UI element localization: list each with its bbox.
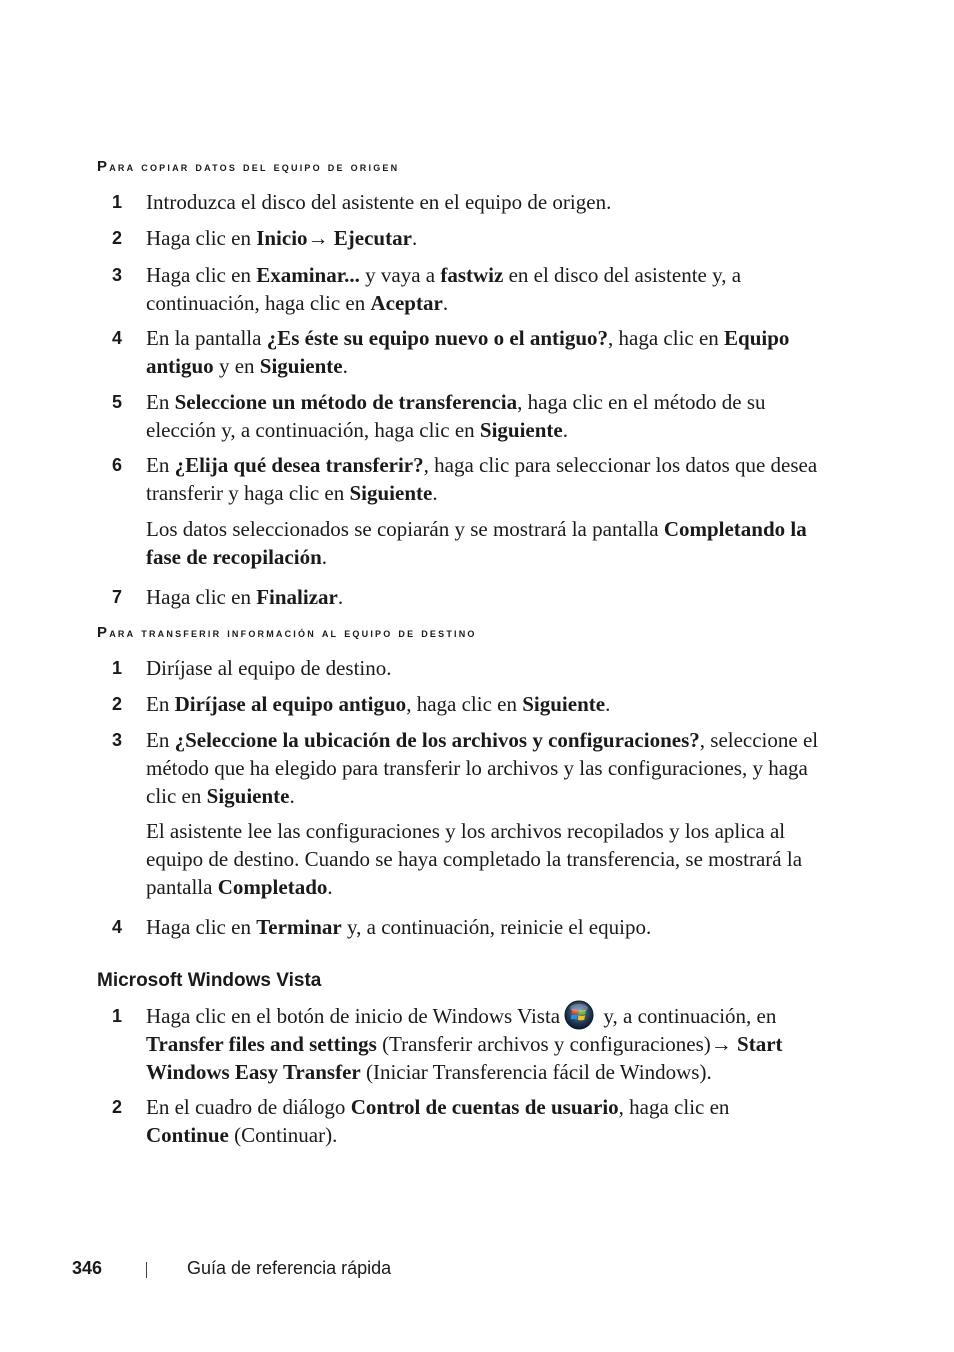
text-run: Diríjase al equipo de destino.	[146, 656, 392, 680]
text-run: en el disco del asistente y, a continuación, haga clic en	[146, 263, 742, 315]
step-number: 1	[112, 192, 123, 212]
text-run: Haga clic en	[146, 226, 257, 250]
bold-text: ¿Elija qué desea transferir?	[174, 453, 424, 477]
step-text	[146, 913, 826, 941]
bold-text: Equipo antiguo	[146, 326, 790, 378]
section-heading-windows-vista: Microsoft Windows Vista	[97, 970, 322, 991]
text-run: .	[432, 481, 438, 505]
s2-step-3-note	[146, 817, 826, 901]
text-run: y en	[213, 354, 260, 378]
bold-text: Completado	[217, 875, 328, 899]
step-number: 7	[112, 587, 123, 607]
step-number: 6	[112, 455, 123, 475]
text-run: y, a continuación, en	[598, 1004, 777, 1028]
text-run: En	[146, 453, 175, 477]
bold-text: Siguiente	[479, 418, 563, 442]
bold-text: ¿Es éste su equipo nuevo o el antiguo?	[266, 326, 609, 350]
bold-text: Siguiente	[206, 784, 290, 808]
text-run: En	[146, 692, 175, 716]
text-run: Haga clic en	[146, 915, 257, 939]
step-number: 2	[112, 694, 123, 714]
step-text	[146, 188, 826, 216]
text-run: (Iniciar Transferencia fácil de Windows).	[360, 1060, 712, 1085]
text-run: .	[342, 354, 348, 378]
text-run: , haga clic para seleccionar los datos que desea transferir y haga clic en	[146, 453, 818, 505]
text-run: (Continuar).	[228, 1123, 338, 1147]
step-text	[146, 261, 766, 317]
text-run: , seleccione el método que ha elegido para transferir lo archivos y las configuraciones, y haga clic en	[146, 728, 819, 808]
step-number: 3	[112, 730, 123, 750]
text-run: En la pantalla	[146, 326, 267, 350]
step-text	[146, 1093, 776, 1149]
bold-text: Control de cuentas de usuario	[350, 1095, 619, 1119]
text-run: .	[562, 418, 568, 442]
step-number: 1	[112, 658, 123, 678]
page-number: 346	[72, 1258, 103, 1278]
step-text	[146, 1002, 826, 1086]
step-number: 3	[112, 265, 123, 285]
step-text	[146, 690, 826, 718]
text-run: y, a continuación, reinicie el equipo.	[341, 915, 652, 939]
bold-text: Aceptar	[370, 291, 443, 315]
text-run: Introduzca el disco del asistente en el equipo de origen.	[146, 190, 612, 214]
text-run: .	[321, 545, 328, 569]
section-heading-transfer-destination	[97, 624, 477, 641]
bold-text: Finalizar	[256, 585, 338, 609]
text-run: Los datos seleccionados se copiarán y se mostrará la pantalla	[146, 517, 664, 541]
bold-text: Siguiente	[522, 692, 606, 716]
step-number: 2	[112, 1097, 123, 1117]
section-heading-copy-source	[97, 158, 399, 175]
bold-text: Continue	[146, 1123, 229, 1147]
text-run: .	[411, 226, 418, 250]
footer-divider	[146, 1262, 147, 1278]
text-run: .	[605, 692, 611, 716]
bold-text: Examinar...	[256, 263, 360, 287]
text-run: .	[289, 784, 295, 808]
text-run: En	[146, 728, 175, 752]
footer-title: Guía de referencia rápida	[187, 1258, 392, 1278]
bold-text: Seleccione un método de transferencia	[174, 390, 518, 414]
bold-text: Start Windows Easy Transfer	[146, 1032, 783, 1085]
step-text	[146, 583, 826, 611]
step-number: 4	[112, 917, 123, 937]
heading-initial: P	[97, 158, 110, 175]
bold-text: Siguiente	[259, 354, 343, 378]
bold-text: Transfer files and settings	[146, 1032, 377, 1057]
bold-text: Siguiente	[349, 481, 433, 505]
bold-text: Inicio→ Ejecutar	[256, 226, 412, 250]
heading-rest: ara copiar datos del equipo de origen	[109, 159, 400, 174]
heading-rest: ara transferir información al equipo de destino	[109, 625, 477, 640]
heading-initial: P	[97, 624, 110, 641]
text-run: , haga clic en	[608, 326, 725, 350]
text-run: y vaya a	[359, 263, 441, 287]
bold-text: Diríjase al equipo antiguo	[174, 692, 407, 716]
step-text	[146, 451, 826, 507]
step-text	[146, 654, 826, 682]
text-run: Haga clic en	[146, 585, 257, 609]
bold-text: ¿Seleccione la ubicación de los archivos y configuraciones?	[174, 728, 700, 752]
step-number: 1	[112, 1006, 123, 1026]
step-number: 2	[112, 228, 123, 248]
step-text-before-icon: Haga clic en el botón de inicio de Windows Vista	[146, 1004, 561, 1028]
step-number: 5	[112, 392, 123, 412]
text-run: En el cuadro de diálogo	[146, 1095, 351, 1119]
text-run: .	[442, 291, 449, 315]
bold-text: Terminar	[256, 915, 342, 939]
windows-start-orb-icon	[564, 1000, 594, 1030]
text-run: , haga clic en	[618, 1095, 730, 1119]
step-text	[146, 388, 826, 444]
text-run: .	[327, 875, 333, 899]
bold-text: fastwiz	[440, 263, 504, 287]
step-text	[146, 726, 826, 810]
text-run: En	[146, 390, 175, 414]
text-run: Haga clic en	[146, 263, 257, 287]
step-text	[146, 224, 826, 252]
text-run: , haga clic en	[406, 692, 523, 716]
s1-step-6-note	[146, 515, 826, 571]
text-run: El asistente lee las configuraciones y los archivos recopilados y los aplica al equipo de destino. Cuando se haya completado la transferencia, se mostrará la pantalla	[146, 819, 803, 899]
step-number: 4	[112, 328, 123, 348]
text-run: (Transferir archivos y configuraciones)→	[376, 1032, 738, 1057]
text-run: , haga clic en el método de su elección y, a continuación, haga clic en	[146, 390, 766, 442]
step-text	[146, 324, 826, 380]
bold-text: Completando la fase de recopilación	[146, 517, 807, 569]
text-run: .	[337, 585, 344, 609]
